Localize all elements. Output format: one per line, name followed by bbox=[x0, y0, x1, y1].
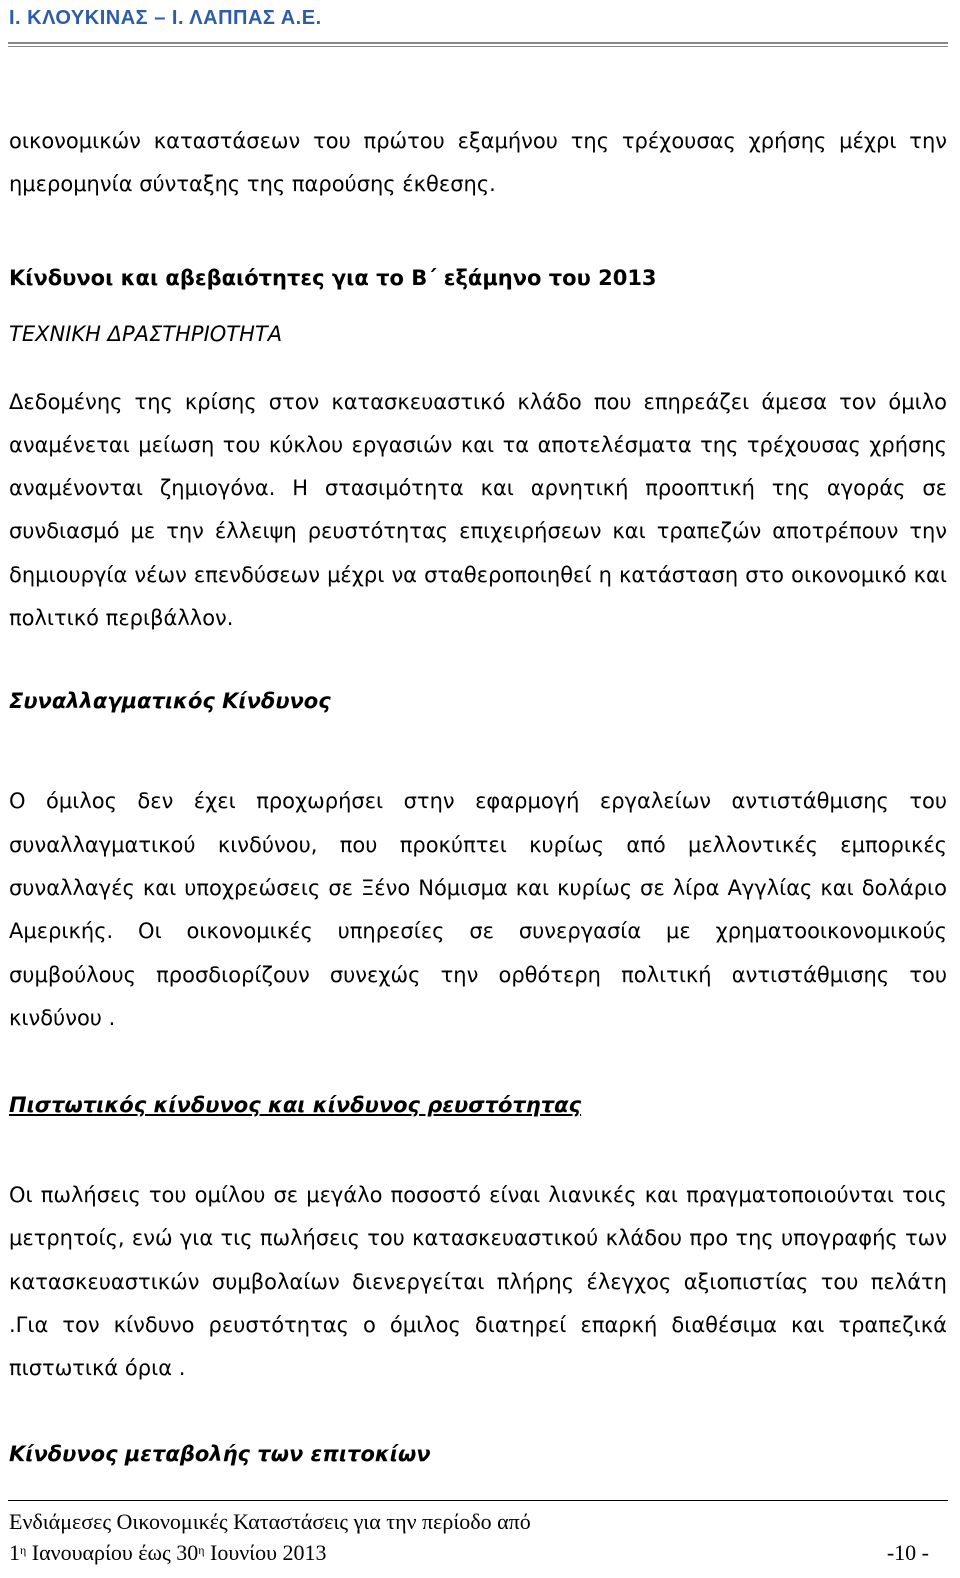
section-subtitle-technical: ΤΕΧΝΙΚΗ ΔΡΑΣΤΗΡΙΟΤΗΤΑ bbox=[9, 321, 283, 346]
footer-period-middle: Ιανουαρίου έως 30 bbox=[26, 1540, 199, 1565]
spacer bbox=[9, 716, 947, 780]
section-title-credit-risk: Πιστωτικός κίνδυνος και κίνδυνος ρευστότητας bbox=[9, 1093, 582, 1118]
spacer bbox=[9, 207, 947, 263]
footer-period-end: Ιουνίου 2013 bbox=[204, 1540, 327, 1565]
header-rule-thick bbox=[8, 42, 948, 44]
section-title-interest-risk: Κίνδυνος μεταβολής των επιτοκίων bbox=[9, 1441, 431, 1466]
document-body bbox=[9, 120, 947, 1469]
spacer bbox=[9, 1391, 947, 1439]
spacer bbox=[9, 640, 947, 686]
footer-line-2 bbox=[9, 1537, 929, 1568]
credit-risk-paragraph: Οι πωλήσεις του ομίλου σε μεγάλο ποσοστό είναι λιανικές και πραγματοποιούνται τοις μετρητοίς, ενώ για τις πωλήσεις του κατασκευαστικού κλάδου προ της υπογραφής των κατασκευαστικών συμβολαίων διενεργείται πλήρης έλεγχος αξιοπιστίας του πελάτη .Για τον κίνδυνο ρευστότητας ο όμιλος διατηρεί επαρκή διαθέσιμα και τραπεζικά πιστωτικά όρια . bbox=[9, 1183, 947, 1381]
spacer bbox=[9, 1040, 947, 1090]
footer-ordinal-end: η bbox=[198, 1543, 205, 1557]
intro-paragraph: οικονομικών καταστάσεων του πρώτου εξαμήνου της τρέχουσας χρήσης μέχρι την ημερομηνία σύνταξης της παρούσης έκθεσης. bbox=[9, 129, 947, 197]
spacer bbox=[9, 293, 947, 319]
footer-day-start: 1 bbox=[9, 1540, 20, 1565]
risks-paragraph: Δεδομένης της κρίσης στον κατασκευαστικό κλάδο που επηρεάζει άμεσα τον όμιλο αναμένεται μείωση του κύκλου εργασιών και τα αποτελέσματα της τρέχουσας χρήσης αναμένονται ζημιογόνα. Η στασιμότητα και αρνητική προοπτική της αγοράς σε συνδιασμό με την έλλειψη ρευστότητας επιχειρήσεων και τραπεζών αποτρέπουν την δημιουργία νέων επενδύσεων μέχρι να σταθεροποιηθεί η κατάσταση στο οικονομικό και πολιτικό περιβάλλον. bbox=[9, 389, 947, 631]
footer-ordinal-start: η bbox=[20, 1543, 27, 1557]
spacer bbox=[9, 349, 947, 381]
section-title-fx-risk: Συναλλαγματικός Κίνδυνος bbox=[9, 689, 331, 714]
page-header-title: Ι. ΚΛΟΥΚΙΝΑΣ – Ι. ΛΑΠΠΑΣ Α.Ε. bbox=[9, 7, 322, 29]
fx-risk-paragraph: Ο όμιλος δεν έχει προχωρήσει στην εφαρμογή εργαλείων αντιστάθμισης του συναλλαγματικού κινδύνου, που προκύπτει κυρίως από μελλοντικές εμπορικές συναλλαγές και υποχρεώσεις σε Ξένο Νόμισμα και κυρίως σε λίρα Αγγλίας και δολάριο Αμερικής. Οι οικονομικές υπηρεσίες σε συνεργασία με χρηματοοικονομικούς συμβούλους προσδιορίζουν συνεχώς την ορθότερη πολιτική αντιστάθμισης του κινδύνου . bbox=[9, 789, 947, 1030]
spacer bbox=[9, 1120, 947, 1174]
page-number: -10 - bbox=[886, 1540, 929, 1565]
section-title-risks: Κίνδυνοι και αβεβαιότητες για το Β΄ εξάμηνο του 2013 bbox=[9, 265, 657, 290]
header-rule-thin bbox=[8, 46, 948, 47]
footer-line-1: Ενδιάμεσες Οικονομικές Καταστάσεις για την περίοδο από bbox=[9, 1509, 531, 1534]
footer-rule bbox=[8, 1500, 948, 1501]
page-footer bbox=[9, 1506, 929, 1568]
